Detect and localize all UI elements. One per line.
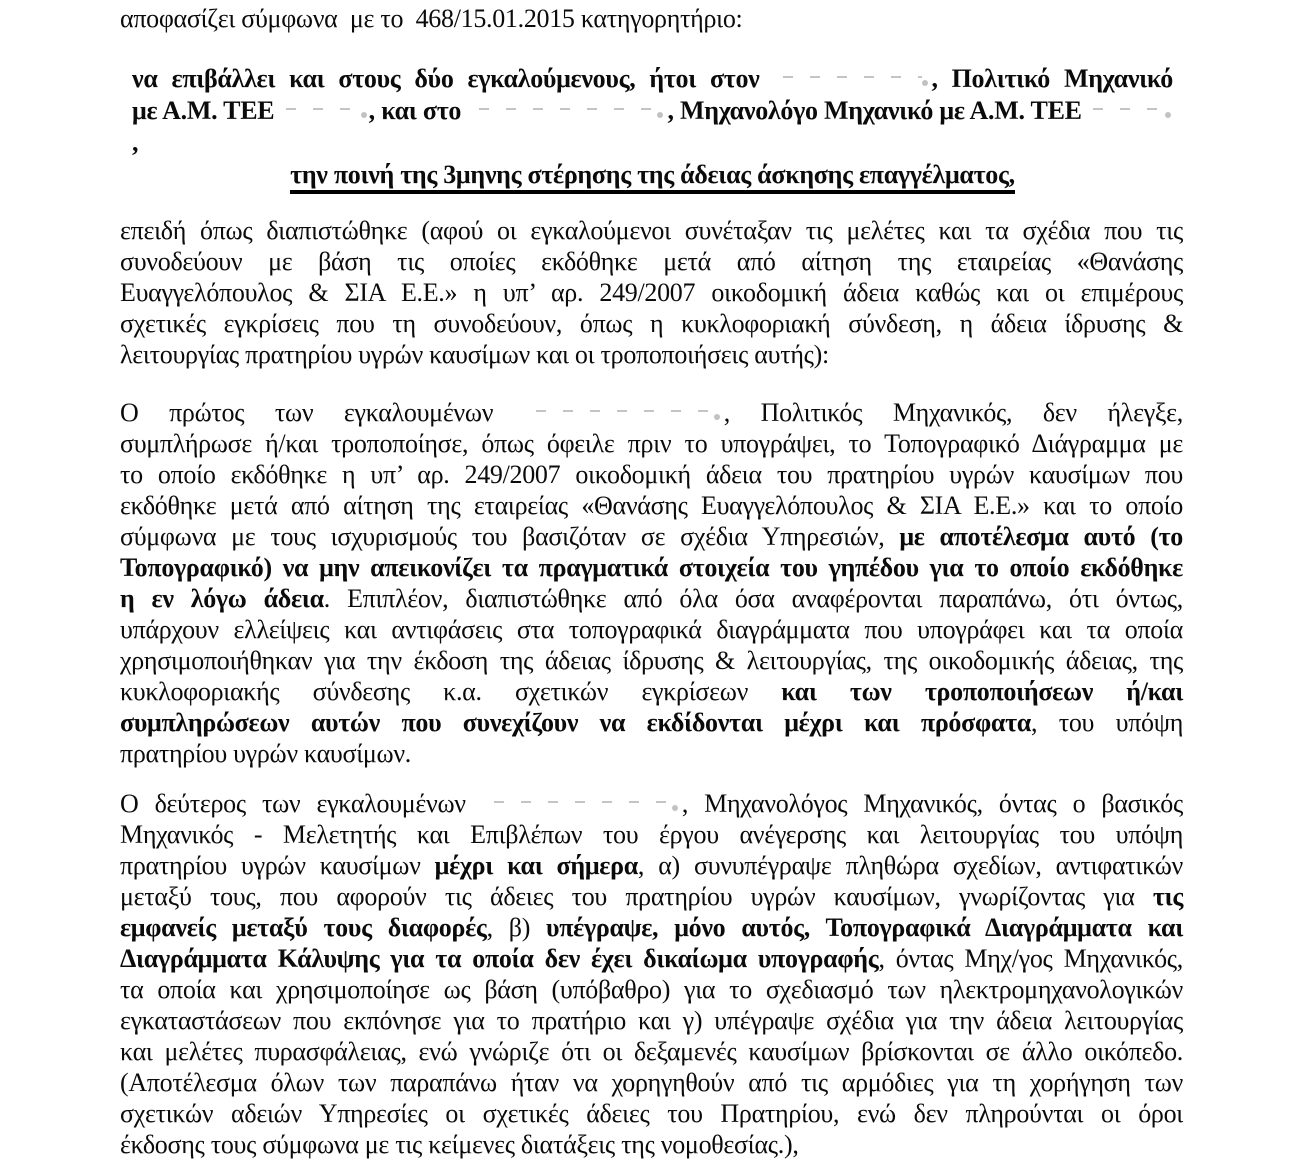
text-line [120,645,1183,676]
text-run: , Πολιτικός Μηχανικός, δεν ήλεγξε, [723,398,1183,427]
text-line [120,459,1183,490]
text-line [120,552,1183,583]
redaction-mark [524,407,724,421]
text-run: , α) συνυπέγραψε πληθώρα σχεδίων, αντιφατικών [637,851,1183,880]
intro-line: αποφασίζει σύμφωνα με το 468/15.01.2015 κατηγορητήριο: [120,4,743,33]
text-run: συνοδεύουν με βάση τις οποίες εκδόθηκε μετά από αίτηση της εταιρείας «Θανάσης [120,247,1183,276]
text-run: συμπληρώσεων αυτών που συνεχίζουν να εκδίδονται μέχρι και πρόσφατα [120,708,1032,737]
text-run: την ποινή της 3μηνης στέρησης της άδειας άσκησης επαγγέλματος, [290,160,1015,194]
text-line [120,614,1183,645]
text-run: , και στο [368,96,468,125]
text-run: πρατηρίου υγρών καυσίμων. [120,739,412,768]
text-line [120,277,1183,308]
text-run: , όντας Μηχ/γος Μηχανικός, [878,944,1183,973]
text-run: μεταξύ τους, που αφορούν τις άδειες του πρατηρίου υγρών καυσίμων, γνωρίζοντας για [120,882,1153,911]
text-run: να επιβάλλει και στους δύο εγκαλούμενους, ήτοι στον [132,64,774,93]
text-run: εκδόθηκε μετά από αίτηση της εταιρείας «Θανάσης Ευαγγελόπουλος & ΣΙΑ Ε.Ε.» και το οποίο [120,491,1183,520]
text-run: εμφανείς μεταξύ τους διαφορές [120,913,487,942]
text-run: λειτουργίας πρατηρίου υγρών καυσίμων και οι τροποποιήσεις αυτής): [120,340,829,369]
text-line [132,63,1173,95]
paragraph-first-accused [120,397,1183,769]
redaction-mark [467,105,667,119]
text-run: υπέγραψε, μόνο αυτός, Τοπογραφικά Διαγράμματα και [546,913,1183,942]
text-line [120,850,1183,881]
text-line [120,215,1183,246]
text-run: υπάρχουν ελλείψεις και αντιφάσεις στα τοπογραφικά διαγράμματα που υπογράφει και τα οποία [120,615,1183,644]
text-line [120,308,1183,339]
text-run: σύμφωνα με τους ισχυρισμούς του βασιζόταν σε σχέδια Υπηρεσιών, [120,522,900,551]
text-line [120,912,1183,943]
ruling-block [120,63,1183,191]
text-run: , του υπόψη [1031,708,1183,737]
text-run: κυκλοφοριακής σύνδεσης κ.α. σχετικών εγκρίσεων [120,677,782,706]
text-line [132,159,1173,191]
text-run: Τοπογραφικό) να μην απεικονίζει τα πραγματικά στοιχεία του γηπέδου για το οποίο εκδόθηκε [120,553,1183,582]
text-line [120,1005,1183,1036]
text-run: με αποτέλεσμα αυτό (το [899,522,1183,551]
text-run: μέχρι και σήμερα [434,851,638,880]
text-run: συμπλήρωσε ή/και τροποποίησε, όπως όφειλε πριν το υπογράψει, το Τοπογραφικό Διάγραμμα με [120,429,1183,458]
text-line [120,428,1183,459]
text-run: , Μηχανολόγος Μηχανικός, όντας ο βασικός [681,789,1183,818]
redaction-mark [1088,105,1173,119]
text-line [120,1067,1183,1098]
text-line [120,397,1183,428]
text-line [120,490,1183,521]
paragraph-second-accused [120,788,1183,1160]
text-run: Ο πρώτος των εγκαλουμένων [120,398,524,427]
text-line [120,339,1183,370]
text-run: Διαγράμματα Κάλυψης για τα οποία δεν έχει δικαίωμα υπογραφής [120,944,879,973]
text-line [120,676,1183,707]
text-run: εγκαταστάσεων που εκπόνησε για το πρατήριο και γ) υπέγραψε σχέδια για την άδεια λειτουργίας [120,1006,1183,1035]
text-run: , Μηχανολόγο Μηχανικό με Α.Μ. ΤΕΕ [667,96,1089,125]
text-line [120,738,1183,769]
text-line [120,246,1183,277]
text-line [120,521,1183,552]
redaction-mark [773,73,931,87]
text-line [120,943,1183,974]
text-run: (Αποτέλεσμα όλων των παραπάνω ήταν να χορηγηθούν από τις αρμόδιες για τη χορήγηση των [120,1068,1183,1097]
text-line [120,974,1183,1005]
text-line [120,707,1183,738]
paragraph-reasoning [120,215,1183,370]
text-run: σχετικές εγκρίσεις που τη συνοδεύουν, όπως η κυκλοφοριακή σύνδεση, η άδεια ίδρυσης & [120,309,1183,338]
text-run: Μηχανικός - Μελετητής και Επιβλέπων του έργου ανέγερσης και λειτουργίας του υπόψη [120,820,1183,849]
text-run: Ο δεύτερος των εγκαλουμένων [120,789,482,818]
text-run: τα οποία και χρησιμοποίησε ως βάση (υπόβαθρο) για το σχεδιασμό των ηλεκτρομηχανολογικών [120,975,1183,1004]
text-run: χρησιμοποιήθηκαν για την έκδοση της άδειας ίδρυσης & λειτουργίας, της οικοδομικής άδειας, της [120,646,1183,675]
text-line [132,95,1173,159]
text-run: το οποίο εκδόθηκε η υπ’ αρ. 249/2007 οικοδομική άδεια του πρατηρίου υγρών καυσίμων που [120,460,1183,489]
text-line [120,881,1183,912]
text-line [120,1098,1183,1129]
text-line [120,1036,1183,1067]
text-run: η εν λόγω άδεια [120,584,324,613]
text-run: και των τροποποιήσεων ή/και [781,677,1183,706]
text-run: τις [1152,882,1183,911]
text-run: με Α.Μ. ΤΕΕ [132,96,281,125]
text-run: , Πολιτικό Μηχανικό [931,64,1174,93]
text-line [120,788,1183,819]
text-run: έκδοσης τους σύμφωνα με τις κείμενες διατάξεις της νομοθεσίας.), [120,1130,799,1159]
redaction-mark [482,798,682,812]
text-run: Ευαγγελόπουλος & ΣΙΑ Ε.Ε.» η υπ’ αρ. 249/2007 οικοδομική άδεια καθώς και οι επιμέρους [120,278,1183,307]
text-line [120,819,1183,850]
text-run: . Επιπλέον, διαπιστώθηκε από όλα όσα αναφέρονται παραπάνω, ότι όντως, [323,584,1183,613]
text-line [120,583,1183,614]
text-run: , β) [486,913,547,942]
redaction-mark [281,105,369,119]
text-run: σχετικών αδειών Υπηρεσίες οι σχετικές άδειες του Πρατηρίου, ενώ δεν πληρούνται οι όροι [120,1099,1183,1128]
text-run: πρατηρίου υγρών καυσίμων [120,851,435,880]
text-line [120,1129,1183,1160]
text-run: και μελέτες πυρασφάλειας, ενώ γνώριζε ότι οι δεξαμενές καυσίμων βρίσκονται σε άλλο οικόπεδο. [120,1037,1183,1066]
text-run: επειδή όπως διαπιστώθηκε (αφού οι εγκαλούμενοι συνέταξαν τις μελέτες και τα σχέδια που τις [120,216,1183,245]
text-run: , [132,128,139,157]
